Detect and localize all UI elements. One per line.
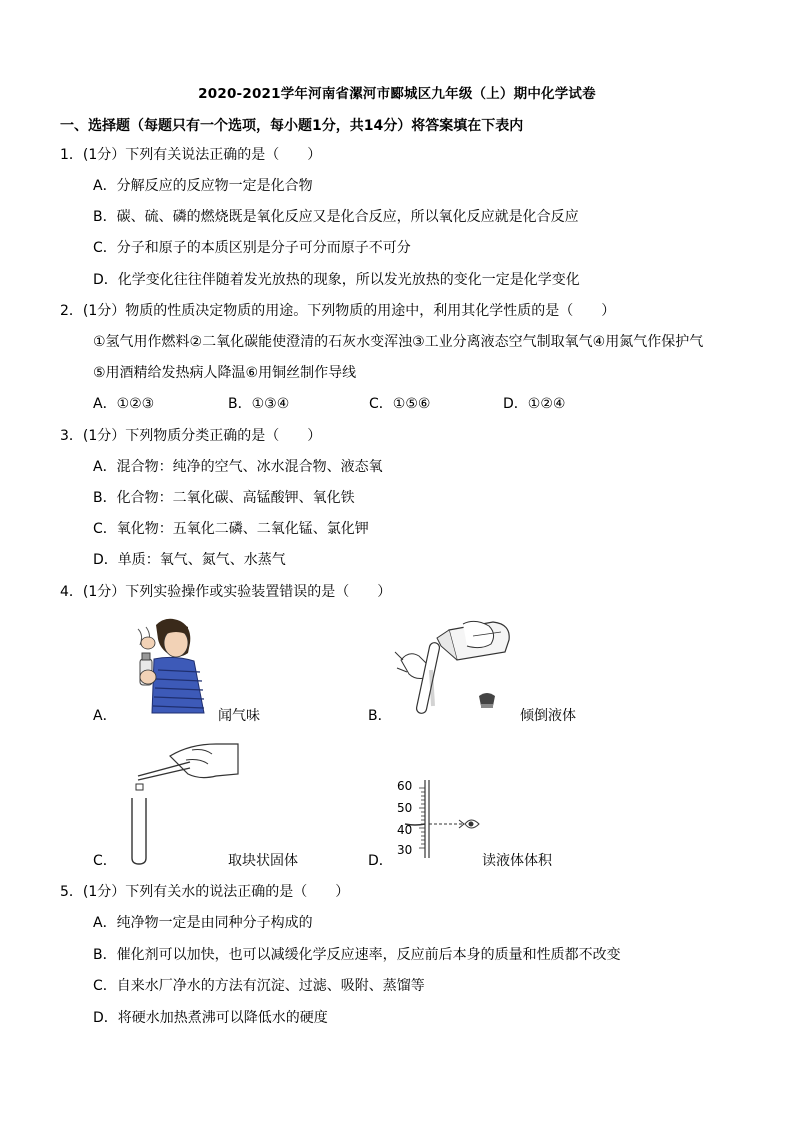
figure-d-letter[interactable]: D． — [368, 853, 393, 869]
question-1-option-b[interactable]: B．碳、硫、磷的燃烧既是氧化反应又是化合反应，所以氧化反应就是化合反应 — [93, 209, 579, 225]
figure-d-caption: 读液体体积 — [482, 853, 552, 869]
question-2-list-line-1: ①氢气用作燃料②二氧化碳能使澄清的石灰水变浑浊③工业分离液态空气制取氧气④用氮气作保护气 — [93, 334, 704, 350]
question-3-option-a[interactable]: A．混合物：纯净的空气、冰水混合物、液态氧 — [93, 459, 383, 475]
question-2-option-b[interactable]: B．①③④ — [228, 396, 290, 412]
pouring-liquid-illustration — [393, 620, 518, 720]
question-1-option-a[interactable]: A．分解反应的反应物一定是化合物 — [93, 178, 313, 194]
question-1-option-d[interactable]: D．化学变化往往伴随着发光放热的现象，所以发光放热的变化一定是化学变化 — [93, 272, 580, 288]
figure-b-caption: 倾倒液体 — [520, 708, 576, 724]
exam-title: 2020-2021学年河南省漯河市郾城区九年级（上）期中化学试卷 — [198, 86, 596, 102]
figure-b-letter[interactable]: B． — [368, 708, 392, 724]
question-5-stem: 5．(1分）下列有关水的说法正确的是（ ） — [60, 884, 350, 900]
question-1-option-c[interactable]: C．分子和原子的本质区别是分子可分而原子不可分 — [93, 240, 411, 256]
question-5-option-a[interactable]: A．纯净物一定是由同种分子构成的 — [93, 915, 313, 931]
tweezers-solid-illustration — [120, 740, 240, 865]
question-2-list-line-2: ⑤用酒精给发热病人降温⑥用铜丝制作导线 — [93, 365, 357, 381]
question-3-option-d[interactable]: D．单质：氧气、氮气、水蒸气 — [93, 552, 286, 568]
question-2-option-d[interactable]: D．①②④ — [503, 396, 566, 412]
graduated-cylinder-illustration — [397, 778, 492, 860]
scale-label-30: 30 — [397, 843, 413, 857]
question-2-option-a[interactable]: A．①②③ — [93, 396, 155, 412]
figure-c-letter[interactable]: C． — [93, 853, 117, 869]
scale-label-60: 60 — [397, 779, 413, 793]
question-3-option-b[interactable]: B．化合物：二氧化碳、高锰酸钾、氧化铁 — [93, 490, 355, 506]
figure-a-caption: 闻气味 — [218, 708, 260, 724]
question-3-option-c[interactable]: C．氧化物：五氧化二磷、二氧化锰、氯化钾 — [93, 521, 369, 537]
question-4-stem: 4．(1分）下列实验操作或实验装置错误的是（ ） — [60, 584, 392, 600]
question-3-stem: 3．(1分）下列物质分类正确的是（ ） — [60, 428, 322, 444]
section-heading: 一、选择题（每题只有一个选项，每小题1分，共14分）将答案填在下表内 — [60, 118, 524, 134]
figure-c-caption: 取块状固体 — [228, 853, 298, 869]
scale-label-40: 40 — [397, 823, 413, 837]
scale-label-50: 50 — [397, 801, 413, 815]
question-1-stem: 1．(1分）下列有关说法正确的是（ ） — [60, 147, 322, 163]
smelling-gas-illustration — [118, 615, 214, 715]
figure-a-letter[interactable]: A． — [93, 708, 117, 724]
question-2-stem: 2．(1分）物质的性质决定物质的用途。下列物质的用途中，利用其化学性质的是（ ） — [60, 303, 616, 319]
question-5-option-c[interactable]: C．自来水厂净水的方法有沉淀、过滤、吸附、蒸馏等 — [93, 978, 425, 994]
question-2-option-c[interactable]: C．①⑤⑥ — [369, 396, 431, 412]
question-5-option-b[interactable]: B．催化剂可以加快，也可以减缓化学反应速率，反应前后本身的质量和性质都不改变 — [93, 947, 621, 963]
question-5-option-d[interactable]: D．将硬水加热煮沸可以降低水的硬度 — [93, 1010, 328, 1026]
